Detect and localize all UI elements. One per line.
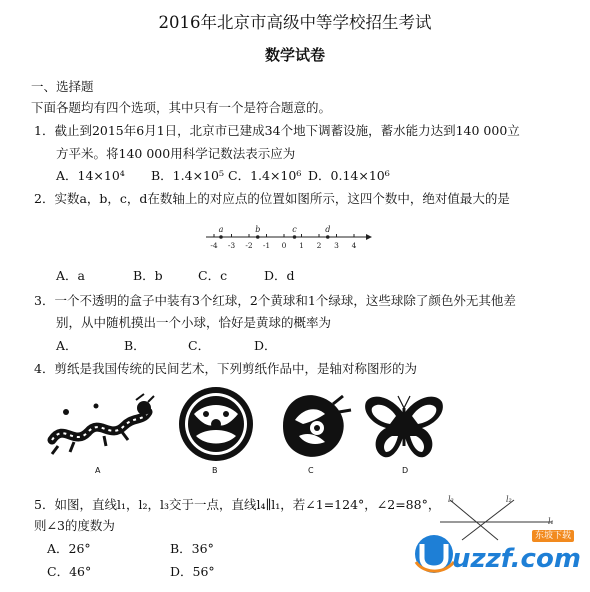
q3-line2: 别，从中随机摸出一个小球，恰好是黄球的概率为: [56, 315, 332, 330]
q3-line1: 3．一个不透明的盒子中装有3个红球，2个黄球和1个绿球，这些球除了颜色外无其他差: [34, 293, 516, 308]
q1-line1: 1．截止到2015年6月1日，北京市已建成34个地下调蓄设施，蓄水能力达到140 000立: [34, 123, 520, 138]
image-label-c: C: [308, 466, 314, 475]
watermark-logo-icon: [412, 532, 456, 576]
q3-option-d: D．: [254, 338, 277, 353]
number-line-ticks: [210, 234, 356, 250]
figure-label-l2: l₂: [506, 495, 512, 504]
q5-option-b: B．36°: [170, 541, 214, 556]
q5-line1: 5．如图，直线l₁，l₂，l₃交于一点，直线l₄∥l₁，若∠1=124°，∠2=88°，: [34, 497, 441, 512]
exam-title: 2016年北京市高级中等学校招生考试: [158, 13, 432, 32]
q4-text: 4．剪纸是我国传统的民间艺术，下列剪纸作品中，是轴对称图形的为: [34, 361, 417, 376]
q3-option-b: B．: [124, 338, 146, 353]
q1-option-b: B．1.4×10⁵: [151, 168, 224, 183]
image-label-a: A: [95, 466, 101, 475]
image-label-b: B: [212, 466, 218, 475]
figure-label-l1: l₁: [548, 517, 554, 526]
q3-option-a: A．: [56, 338, 78, 353]
number-line-axis: [206, 234, 372, 240]
q1-option-d: D．0.14×10⁶: [308, 168, 390, 183]
number-line-point-d: [326, 235, 330, 239]
watermark-tag: 东坡下载: [532, 530, 574, 542]
number-line-tick-label: 1: [299, 241, 304, 250]
number-line-point-label-d: d: [325, 225, 331, 234]
exam-subtitle: 数学试卷: [264, 46, 325, 64]
section-intro: 下面各题均有四个选项，其中只有一个是符合题意的。: [31, 100, 332, 115]
number-line-tick-label: 3: [334, 241, 339, 250]
q5-option-d: D．56°: [170, 564, 215, 579]
q3-option-c: C．: [188, 338, 211, 353]
number-line-tick-label: -2: [245, 241, 253, 250]
q1-option-a: A．14×10⁴: [56, 168, 125, 183]
q2-option-c: C．c: [198, 268, 228, 283]
q5-option-a: A．26°: [47, 541, 91, 556]
q2-option-a: A．a: [56, 268, 85, 283]
figure-label-l3: l₃: [448, 495, 454, 504]
q1-option-c: C．1.4×10⁶: [228, 168, 302, 183]
number-line-tick-label: -1: [262, 241, 271, 250]
section-heading: 一、选择题: [31, 79, 94, 94]
number-line-point-a: [219, 235, 223, 239]
papercut-dragon-image: [44, 392, 154, 462]
number-line-tick-label: 2: [316, 241, 322, 250]
number-line-tick-label: -3: [227, 241, 236, 250]
number-line-point-label-c: c: [292, 225, 297, 234]
papercut-floral-image: [273, 386, 353, 466]
number-line-figure: [206, 224, 376, 264]
q1-line2: 方平米。将140 000用科学记数法表示应为: [56, 146, 296, 161]
number-line-tick-label: 0: [281, 241, 287, 250]
number-line-point-c: [293, 235, 297, 239]
q5-option-c: C．46°: [47, 564, 92, 579]
watermark-brand: uzzf.com: [452, 544, 581, 574]
number-line-point-label-a: a: [218, 225, 224, 234]
number-line-point-label-b: b: [255, 225, 261, 234]
q2-text: 2．实数a，b，c，d在数轴上的对应点的位置如图所示，这四个数中，绝对值最大的是: [34, 191, 510, 206]
q2-option-b: B．b: [133, 268, 163, 283]
q2-option-d: D．d: [264, 268, 295, 283]
q5-line2: 则∠3的度数为: [34, 518, 115, 533]
image-label-d: D: [402, 466, 409, 475]
papercut-butterfly-image: [362, 390, 446, 466]
papercut-medallion-image: [176, 384, 256, 464]
number-line-point-b: [256, 235, 260, 239]
number-line-tick-label: 4: [351, 241, 357, 250]
number-line-tick-label: -4: [210, 241, 218, 250]
